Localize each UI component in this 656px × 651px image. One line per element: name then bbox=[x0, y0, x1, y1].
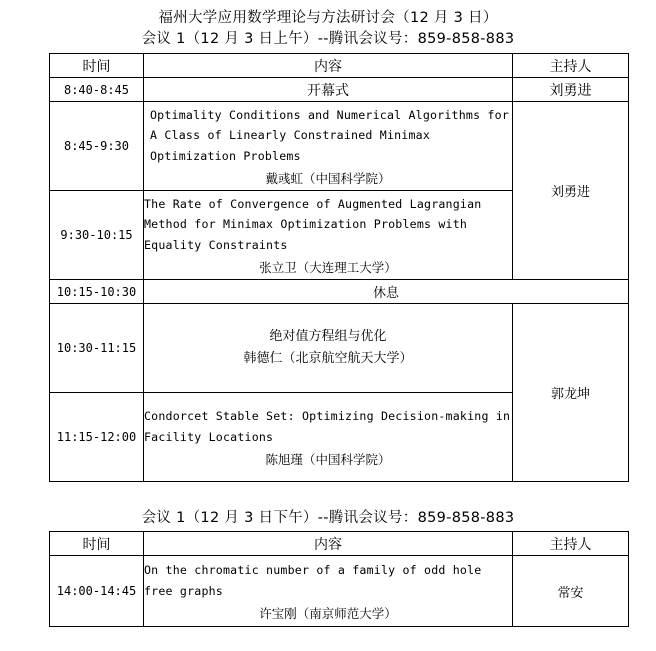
col-header-content: 内容 bbox=[144, 54, 513, 78]
host-cell: 刘勇进 bbox=[513, 78, 629, 102]
page-title: 福州大学应用数学理论与方法研讨会（12 月 3 日） bbox=[158, 10, 498, 26]
table-row bbox=[50, 78, 629, 102]
talk-speaker: 许宝刚（南京师范大学） bbox=[259, 606, 397, 621]
break-cell: 休息 bbox=[144, 280, 629, 304]
time-cell: 9:30-10:15 bbox=[50, 191, 144, 280]
talk-speaker: 戴彧虹（中国科学院） bbox=[265, 171, 391, 187]
time-cell: 11:15-12:00 bbox=[50, 393, 144, 482]
host-cell: 刘勇进 bbox=[513, 102, 629, 280]
talk-title: The Rate of Convergence of Augmented Lagrangian Method for Minimax Optimization Problems with Equality Constraints bbox=[144, 196, 482, 252]
time-cell: 8:45-9:30 bbox=[50, 102, 144, 191]
table-row bbox=[50, 280, 629, 304]
talk-cell bbox=[144, 304, 513, 393]
table-header-row bbox=[50, 532, 629, 556]
talk-cell bbox=[144, 556, 513, 627]
table-header-row bbox=[50, 54, 629, 78]
talk-speaker: 韩德仁（北京航空航天大学） bbox=[243, 351, 413, 366]
talk-title: Condorcet Stable Set: Optimizing Decision-making in Facility Locations bbox=[144, 409, 511, 444]
talk-title: 绝对值方程组与优化 bbox=[269, 329, 387, 344]
talk-cell bbox=[144, 393, 513, 482]
talk-speaker: 陈旭瑾（中国科学院） bbox=[265, 452, 391, 467]
time-cell: 10:15-10:30 bbox=[50, 280, 144, 304]
talk-cell bbox=[144, 191, 513, 280]
col-header-host: 主持人 bbox=[513, 532, 629, 556]
host-cell: 郭龙坤 bbox=[513, 304, 629, 482]
table-row bbox=[50, 102, 629, 191]
host-cell: 常安 bbox=[513, 556, 629, 627]
afternoon-schedule-table bbox=[49, 531, 629, 627]
talk-speaker: 张立卫（大连理工大学） bbox=[259, 260, 397, 276]
table-row bbox=[50, 304, 629, 393]
time-cell: 14:00-14:45 bbox=[50, 556, 144, 627]
col-header-host: 主持人 bbox=[513, 54, 629, 78]
session1-heading: 会议 1（12 月 3 日上午）--腾讯会议号：859-858-883 bbox=[141, 31, 515, 47]
table-row bbox=[50, 556, 629, 627]
talk-cell bbox=[144, 102, 513, 191]
time-cell: 8:40-8:45 bbox=[50, 78, 144, 102]
col-header-time: 时间 bbox=[50, 54, 144, 78]
time-cell: 10:30-11:15 bbox=[50, 304, 144, 393]
col-header-content: 内容 bbox=[144, 532, 513, 556]
opening-ceremony: 开幕式 bbox=[144, 78, 513, 102]
session2-heading: 会议 1（12 月 3 日下午）--腾讯会议号：859-858-883 bbox=[141, 510, 515, 526]
morning-schedule-table bbox=[49, 53, 629, 482]
talk-title: On the chromatic number of a family of odd hole free graphs bbox=[144, 563, 482, 598]
talk-title: Optimality Conditions and Numerical Algorithms for A Class of Linearly Constrained Minimax Optimization Problems bbox=[150, 107, 510, 163]
col-header-time: 时间 bbox=[50, 532, 144, 556]
